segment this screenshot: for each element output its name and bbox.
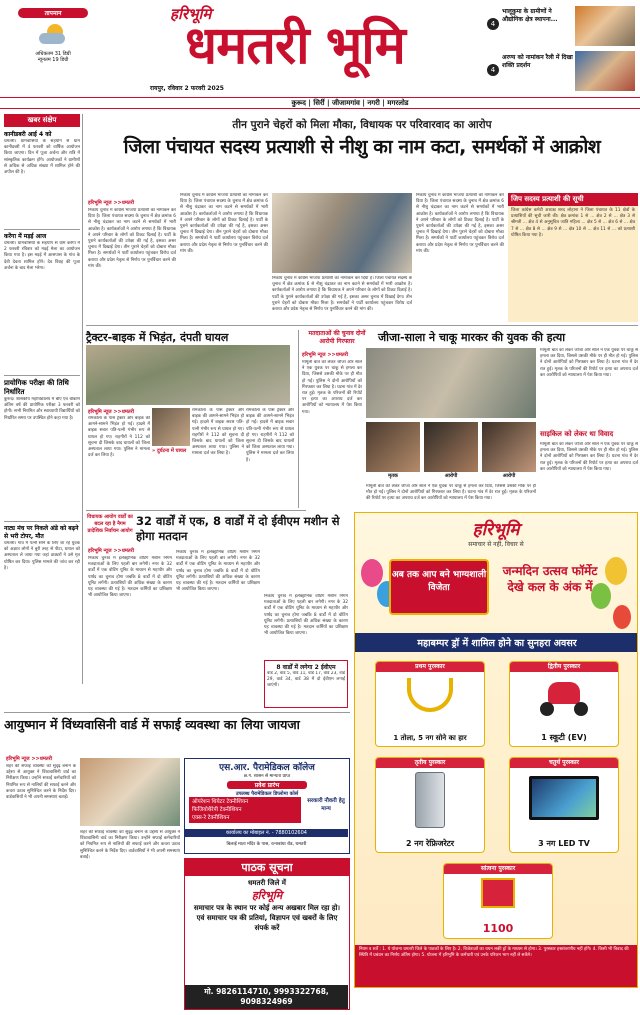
winner-banner: अब तक आप बने भाग्यशाली विजेता: [389, 559, 489, 615]
contest-brand: हरिभूमि: [472, 520, 520, 540]
evm-box-title: 8 वार्डों में लगेगा 2 ईवीएम: [276, 664, 336, 671]
brief-1-body: धमतरी। ग्रामवासियों के सहयोग से ग्राम कानीडबरी में 4 फरवरी को वार्षिक आयोजन किया जाएगा। दिन में पूजा अर्चना और रात्रि में सांस्कृतिक कार्यक्रम होंगे। आयोजकों ने ग्रामीणों से अधिक से अधिक संख्या में शामिल होने की अपील की है।: [4, 139, 80, 176]
murder-head: जीजा-साला ने चाकू मारकर की युवक की हत्या: [378, 331, 566, 344]
ayush-byline: हरिभूमि न्यूज >>धमतरी: [6, 756, 52, 762]
college-badge: सरकारी नौकरी हेतु मान्य: [307, 798, 345, 812]
readers-line1: धमतरी जिले में: [248, 879, 286, 887]
teaser-2-num: 4: [487, 64, 499, 76]
bike-body-3: रामकोला के पास ट्रैक्टर और बाइक की आमने-सामने भिड़ंत हो गई। हादसे में बाइक सवार पति-पत्नी गंभीर रूप से घायल हो गए। राहगीरों ने 112 को सूचना दी जिसके बाद घायलों को जिला अस्पताल लाया गया। पुलिस ने मामला दर्ज कर लिया है।: [246, 408, 294, 463]
ayush-body-2: शहर की सफाई व्यवस्था को सुदृढ़ बनाने के उद्देश्य से आयुक्त ने विंध्यवासिनी वार्ड का निरीक्षण किया। उन्होंने सफाई कर्मचारियों को नियमित रूप से नालियों की सफाई करने और कचरा उठाव सुनिश्चित करने के निर्देश दिए। वार्डवासियों ने भी अपनी समस्याएं बताईं।: [80, 830, 180, 860]
areas-strip: [0, 97, 640, 109]
evm-kicker: विधायक आयोग वार्डों का बदल रहा है नैगम प्रादेशिक निर्वाचन आयोग: [87, 514, 133, 534]
prize-5: [443, 863, 553, 939]
college-ad: [184, 758, 350, 854]
evm-body-3: निकाय चुनाव में इलेक्ट्रानिक वोटिंग मशीन निगम मतदाताओं के लिए पहली बार लगेगी। नगर के 32 वार्डों में एक वोटिंग यूनिट के माध्यम से महापौर और पार्षद का चुनाव होगा जबकि 8 वार्डों में दो वोटिंग यूनिट लगेंगी। प्रत्याशियों की अधिक संख्या के कारण यह व्यवस्था की गई है। मतदान कर्मियों का प्रशिक्षण भी आयोजित किया जाएगा।: [264, 594, 348, 637]
candidates-box: [508, 193, 638, 322]
draw-banner: महाबम्पर ड्रॉ में शामिल होने का सुनहरा अवसर: [355, 633, 638, 652]
bike-inset-photo: [152, 408, 190, 446]
bike-byline: हरिभूमि न्यूज >>धमतरी: [88, 409, 134, 415]
news-brief-label: खबर संक्षेप: [4, 114, 80, 127]
evm-byline: हरिभूमि न्यूज >>धमतरी: [88, 548, 134, 554]
prize-3: [375, 757, 485, 853]
candidates-box-title: जिप सदस्य प्रत्याशी की सूची: [508, 193, 638, 206]
college-sub: छ.ग. शासन से मान्यता प्राप्त: [243, 774, 291, 779]
areas-text: कुरूद | सिर्री | जीजामगांव | नगरी | मगरलोड: [291, 99, 409, 107]
readers-brand: हरिभूमि: [251, 889, 283, 902]
murder-body-1: मामूली बात को लेकर जीजा और साले ने एक युवक पर चाकू से हमला कर दिया, जिससे उसकी मौके पर ही मौत हो गई। पुलिस ने दोनों आरोपियों को गिरफ्तार कर लिया है। घटना गांव में देर रात हुई। मृतक के परिजनों की रिपोर्ट पर हत्या का अपराध दर्ज कर आरोपियों को न्यायालय में पेश किया गया।: [302, 360, 362, 415]
readers-line2: समाचार पत्र के स्थान पर कोई अन्य अखबार मिल रहा हो। एवं समाचार पत्र की प्रतियां, विज्ञापन एवं खबरों के लिए संपर्क करें: [193, 904, 341, 932]
brand-name: हरिभूमि: [170, 5, 212, 23]
brief-2-head: करेंगा में मड़ई आज: [4, 233, 47, 240]
evm-head: 32 वार्डों में एक, 8 वार्डों में दो ईवीएम मशीन से होगा मतदान: [136, 514, 340, 543]
contest-tagline: समाचार से नहीं, विचार से: [468, 541, 524, 548]
face-accused-2: [482, 422, 536, 472]
paper-title: धमतरी भूमि: [185, 16, 405, 76]
brief-3-head: प्रायोगिक परीक्षा की तिथि निर्धारित: [4, 379, 69, 396]
evm-body-1: निकाय चुनाव में इलेक्ट्रानिक वोटिंग मशीन निगम मतदाताओं के लिए पहली बार लगेगी। नगर के 32 वार्डों में एक वोटिंग यूनिट के माध्यम से महापौर और पार्षद का चुनाव होगा जबकि 8 वार्डों में दो वोटिंग यूनिट लगेंगी। प्रत्याशियों की अधिक संख्या के कारण यह व्यवस्था की गई है। मतदान कर्मियों का प्रशिक्षण भी आयोजित किया जाएगा।: [88, 556, 172, 599]
prize-1-label: प्रथम पुरस्कार: [376, 662, 484, 672]
face-label-1: मृतक: [388, 473, 398, 479]
prize-1: [375, 661, 485, 747]
college-address: बिलाई माता मंदिर के पास, रत्नाबांधा रोड, धमतरी: [226, 842, 307, 847]
murder-body-4: मामूली बात को लेकर जीजा और साले ने एक युवक पर चाकू से हमला कर दिया, जिससे उसकी मौके पर ही मौत हो गई। पुलिस ने दोनों आरोपियों को गिरफ्तार कर लिया है। घटना गांव में देर रात हुई। मृतक के परिजनों की रिपोर्ट पर हत्या का अपराध दर्ज कर आरोपियों को न्यायालय में पेश किया गया।: [540, 442, 638, 472]
prize-1-value: 1 तोला, 5 नग सोने का हार: [393, 734, 467, 742]
bike-photo: [86, 345, 290, 405]
lead-rule: [86, 325, 638, 326]
mid-rule: [86, 510, 306, 511]
weather-label: तापमान: [18, 8, 88, 18]
teaser-2-photo: [575, 51, 635, 91]
prize-2: [509, 661, 619, 747]
contest-terms: नियम व शर्तें : 1. ये योजना धमतरी जिले के पाठकों के लिए है। 2. विजेताओं का चयन लकी ड्रॉ के माध्यम से होगा। 3. पुरस्कार हस्तांतरणीय नहीं होंगे। 4. किसी भी विवाद की स्थिति में प्रबंधन का निर्णय अंतिम होगा। 5. योजना में हरिभूमि के कर्मचारी एवं उनके परिजन भाग नहीं ले सकेंगे।: [355, 945, 638, 988]
readers-ad: [184, 858, 350, 1010]
lead-byline: हरिभूमि न्यूज >>धमतरी: [88, 200, 134, 206]
temp-min: न्यूनतम 19 डिग्री: [37, 57, 69, 63]
prize-3-value: 2 नग रेफ्रिजरेटर: [405, 839, 455, 848]
necklace-icon: [407, 678, 453, 712]
course-1: ऑपरेशन थियेटर टेक्नीशियन: [192, 799, 249, 805]
lead-headline: जिला पंचायत सदस्य प्रत्याशी से नीशु का नाम कटा, समर्थकों में आक्रोश: [123, 136, 601, 158]
evm-bottom-rule: [4, 712, 350, 713]
ayush-photo: [80, 758, 180, 826]
bike-divider: [298, 330, 299, 508]
prize-2-label: द्वितीय पुरस्कार: [510, 662, 618, 672]
brief-4-body: धमतरी। गांव में पत्नी सोने के लिए जा रहे युवक को अज्ञात लोगों ने बुरी तरह से पीटा, घायल को अस्पताल ले जाया गया जहां डाक्टरों ने उसे मृत घोषित कर दिया। पुलिस मामले की जांच कर रही है।: [4, 541, 80, 571]
lead-body-4: निकाय चुनाव में कांग्रेस भाजपा प्रत्याशी का नामांकन कर दिया है। जिला पंचायत सदस्य के चुनाव में क्षेत्र क्रमांक 6 से नीशु चंद्राकर का नाम कटने से समर्थकों में भारी आक्रोश है। कार्यकर्ताओं ने आरोप लगाया है कि विधायक ने अपने परिवार के लोगों को टिकट दिलाई है। पार्टी के पुराने कार्यकर्ताओं की उपेक्षा की गई है, इसका असर चुनाव में दिखाई देगा। तीन पुराने चेहरों को दोबारा मौका मिला है। समर्थकों ने पार्टी कार्यालय पहुंचकर विरोध दर्ज कराया और प्रदेश नेतृत्व से निर्णय पर पुनर्विचार करने की मांग की।: [416, 193, 504, 254]
gift-icon: [481, 878, 515, 908]
brief-3-body: कुरूद। शासकीय महाविद्यालय में बीए एवं बीकॉम अंतिम वर्ष की प्रायोगिक परीक्षा 3 फरवरी को होगी। सभी नियमित और स्वाध्यायी विद्यार्थियों को निर्धारित समय पर उपस्थित होने कहा गया है।: [4, 397, 80, 421]
masthead: [0, 0, 640, 95]
college-contact: कार्यालय का मोबाइल नं. - 7880102604: [185, 829, 348, 837]
bday-format: जन्मदिन उत्सव फॉर्मेट देखे कल के अंक में: [502, 564, 598, 594]
teaser-1-text: भालूकुमा के ग्रामीणों ने औद्योगिक क्षेत्र स्थापना...: [502, 8, 558, 23]
weather-box: [18, 8, 88, 88]
brief-2: [4, 229, 80, 371]
murder-scene-photo: [366, 348, 536, 418]
teasers: [487, 6, 637, 94]
dateline: रायपुर, रविवार 2 फरवरी 2025: [150, 85, 224, 92]
course-2: फिजियोथैरेपी टेक्नीशियन: [192, 807, 242, 813]
brief-1-head: कानीडबरी आई 4 को: [4, 131, 52, 138]
bike-story-head: ट्रैक्टर-बाइक में भिड़ंत, दंपती घायल: [86, 331, 229, 344]
teaser-1-photo: [575, 6, 635, 46]
brief-3: [4, 375, 80, 517]
ayush-head: आयुष्मान में विंध्यवासिनी वार्ड में सफाई व्यवस्था का लिया जायजा: [4, 717, 300, 732]
teaser-1-num: 4: [487, 18, 499, 30]
evm-body-2: निकाय चुनाव में इलेक्ट्रानिक वोटिंग मशीन निगम मतदाताओं के लिए पहली बार लगेगी। नगर के 32 वार्डों में एक वोटिंग यूनिट के माध्यम से महापौर और पार्षद का चुनाव होगा जबकि 8 वार्डों में दो वोटिंग यूनिट लगेंगी। प्रत्याशियों की अधिक संख्या के कारण यह व्यवस्था की गई है। मतदान कर्मियों का प्रशिक्षण भी आयोजित किया जाएगा।: [176, 550, 260, 593]
lead-body-3: निकाय चुनाव में कांग्रेस भाजपा प्रत्याशी का नामांकन कर दिया है। जिला पंचायत सदस्य के चुनाव में क्षेत्र क्रमांक 6 से नीशु चंद्राकर का नाम कटने से समर्थकों में भारी आक्रोश है। कार्यकर्ताओं ने आरोप लगाया है कि विधायक ने अपने परिवार के लोगों को टिकट दिलाई है। पार्टी के पुराने कार्यकर्ताओं की उपेक्षा की गई है, इसका असर चुनाव में दिखाई देगा। तीन पुराने चेहरों को दोबारा मौका मिला है। समर्थकों ने पार्टी कार्यालय पहुंचकर विरोध दर्ज कराया और प्रदेश नेतृत्व से निर्णय पर पुनर्विचार करने की मांग की।: [272, 276, 412, 313]
murder-body-2: मामूली बात को लेकर जीजा और साले ने एक युवक पर चाकू से हमला कर दिया, जिससे उसकी मौके पर ही मौत हो गई। पुलिस ने दोनों आरोपियों को गिरफ्तार कर लिया है। घटना गांव में देर रात हुई। मृतक के परिजनों की रिपोर्ट पर हत्या का अपराध दर्ज कर आरोपियों को न्यायालय में पेश किया गया।: [366, 484, 536, 502]
lead-body-2: निकाय चुनाव में कांग्रेस भाजपा प्रत्याशी का नामांकन कर दिया है। जिला पंचायत सदस्य के चुनाव में क्षेत्र क्रमांक 6 से नीशु चंद्राकर का नाम कटने से समर्थकों में भारी आक्रोश है। कार्यकर्ताओं ने आरोप लगाया है कि विधायक ने अपने परिवार के लोगों को टिकट दिलाई है। पार्टी के पुराने कार्यकर्ताओं की उपेक्षा की गई है, इसका असर चुनाव में दिखाई देगा। तीन पुराने चेहरों को दोबारा मौका मिला है। समर्थकों ने पार्टी कार्यालय पहुंचकर विरोध दर्ज कराया और प्रदेश नेतृत्व से निर्णय पर पुनर्विचार करने की मांग की।: [180, 193, 268, 254]
scooter-icon: [534, 678, 594, 718]
sidebar-divider: [82, 114, 83, 684]
brief-4-head: नाट्य मंच पर निकले अंडे को बढ़ने से भरी टोपर, मौत: [4, 525, 79, 540]
face-label-2: आरोपी: [444, 473, 458, 479]
teaser-2-text: अरण्य को नामांकन रैली में दिखा शक्ति प्रदर्शन: [502, 54, 573, 69]
temp-max: अधिकतम 31 डिग्री: [35, 51, 71, 57]
murder-byline: हरिभूमि न्यूज >>धमतरी: [302, 352, 348, 358]
bike-caption: » दुर्घटना में घायल: [152, 448, 187, 454]
college-name: एस.आर. पैरामेडिकल कॉलेज: [219, 763, 315, 773]
readers-phones: मो. 9826114710, 9993322768, 9098324969: [185, 985, 348, 1009]
face-label-3: आरोपी: [502, 473, 516, 479]
prize-2-value: 1 स्कूटी (EV): [541, 733, 587, 742]
murder-faces: [366, 422, 536, 482]
ayush-body-1: शहर की सफाई व्यवस्था को सुदृढ़ बनाने के उद्देश्य से आयुक्त ने विंध्यवासिनी वार्ड का निरीक्षण किया। उन्होंने सफाई कर्मचारियों को नियमित रूप से नालियों की सफाई करने और कचरा उठाव सुनिश्चित करने के निर्देश दिए। वार्डवासियों ने भी अपनी समस्याएं बताईं।: [6, 764, 76, 801]
lead-kicker: तीन पुराने चेहरों को मिला मौका, विधायक पर परिवारवाद का आरोप: [232, 119, 492, 131]
face-victim: [366, 422, 420, 472]
contest-ad: [354, 512, 638, 988]
prize-4: [509, 757, 619, 853]
bike-body-2: रामकोला के पास ट्रैक्टर और बाइक की आमने-सामने भिड़ंत हो गई। हादसे में बाइक सवार पति-पत्नी गंभीर रूप से घायल हो गए। राहगीरों ने 112 को सूचना दी जिसके बाद घायलों को जिला अस्पताल लाया गया। पुलिस ने मामला दर्ज कर लिया है।: [192, 408, 244, 457]
news-brief-column: [4, 114, 80, 684]
evm-box-body: वार्ड 2, वार्ड 5, वार्ड 11, वार्ड 17, वार्ड 23, वार्ड 29, वार्ड 34, वार्ड 38 में दो ईवीएम लगाई जाएंगी।: [267, 671, 345, 689]
brief-2-body: धमतरी। ग्रामवासियों के सहयोग से ग्राम करेंगा में 2 फरवरी रविवार को मड़ई मेला का आयोजन किया गया है। इस मड़ई में आसपास के गांव के देवी देवता शामिल होंगे। देव विग्रह की पूजा अर्चना के बाद मेला भरेगा।: [4, 241, 80, 271]
face-accused-1: [424, 422, 478, 472]
prize-4-value: 3 नग LED TV: [538, 839, 590, 848]
college-courses-title: उपलब्ध पैरामेडिकल डिप्लोमा कोर्स: [235, 791, 299, 797]
brief-4: [4, 521, 80, 661]
bike-body-1: रामकोला के पास ट्रैक्टर और बाइक की आमने-सामने भिड़ंत हो गई। हादसे में बाइक सवार पति-पत्नी गंभीर रूप से घायल हो गए। राहगीरों ने 112 को सूचना दी जिसके बाद घायलों को जिला अस्पताल लाया गया। पुलिस ने मामला दर्ज कर लिया है।: [88, 416, 150, 459]
tv-icon: [529, 776, 599, 820]
brief-1: [4, 131, 80, 225]
prize-3-label: तृतीय पुरस्कार: [376, 758, 484, 768]
lead-body-1: निकाय चुनाव में कांग्रेस भाजपा प्रत्याशी का नामांकन कर दिया है। जिला पंचायत सदस्य के चुनाव में क्षेत्र क्रमांक 6 से नीशु चंद्राकर का नाम कटने से समर्थकों में भारी आक्रोश है। कार्यकर्ताओं ने आरोप लगाया है कि विधायक ने अपने परिवार के लोगों को टिकट दिलाई है। पार्टी के पुराने कार्यकर्ताओं की उपेक्षा की गई है, इसका असर चुनाव में दिखाई देगा। तीन पुराने चेहरों को दोबारा मौका मिला है। समर्थकों ने पार्टी कार्यालय पहुंचकर विरोध दर्ज कराया और प्रदेश नेतृत्व से निर्णय पर पुनर्विचार करने की मांग की।: [88, 208, 176, 269]
evm-box: [264, 660, 348, 708]
murder-body-3: मामूली बात को लेकर जीजा और साले ने एक युवक पर चाकू से हमला कर दिया, जिससे उसकी मौके पर ही मौत हो गई। पुलिस ने दोनों आरोपियों को गिरफ्तार कर लिया है। घटना गांव में देर रात हुई। मृतक के परिजनों की रिपोर्ट पर हत्या का अपराध दर्ज कर आरोपियों को न्यायालय में पेश किया गया।: [540, 348, 638, 378]
murder-subhead: साइकिल को लेकर था विवाद: [540, 430, 614, 438]
prize-5-value: 1100: [482, 922, 514, 935]
fridge-icon: [415, 772, 445, 828]
course-3: एक्स-रे टेक्नीशियन: [192, 815, 230, 821]
college-courses: [189, 797, 301, 823]
prize-5-label: सांत्वना पुरस्कार: [444, 864, 552, 874]
lead-photo: [272, 193, 412, 273]
prize-4-label: चतुर्थ पुरस्कार: [510, 758, 618, 768]
candidates-box-body: जिला कांग्रेस कमेटी अध्यक्ष शरद लोहाना ने जिला पंचायत के 11 क्षेत्रों के प्रत्याशियों की सूची जारी की। क्षेत्र क्रमांक 1 से ... क्षेत्र 2 से ... क्षेत्र 3 से श्रीमती ... क्षेत्र 4 से अनुसूचित जाति महिला ... क्षेत्र 5 से ... क्षेत्र 6 से ... क्षेत्र 7 से ... क्षेत्र 8 से ... क्षेत्र 9 से ... क्षेत्र 10 से ... क्षेत्र 11 से ... को प्रत्याशी घोषित किया गया है।: [511, 208, 635, 238]
murder-kicker: मतदाताओं की चुनाव दोनों आरोपी गिरफ्तार: [308, 330, 366, 345]
sun-cloud-icon: [37, 24, 69, 46]
college-admission: प्रवेश प्रारंभ: [227, 781, 307, 789]
readers-title: पाठक सूचना: [185, 859, 349, 876]
